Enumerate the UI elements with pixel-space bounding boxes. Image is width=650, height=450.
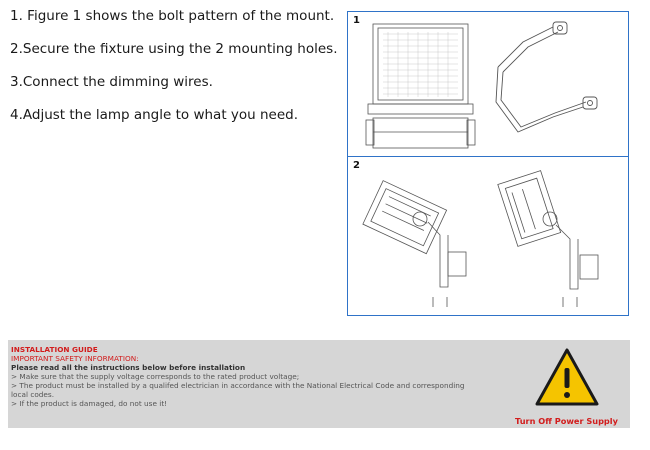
step-1: 1. Figure 1 shows the bolt pattern of the mount. [10, 8, 335, 24]
step-4: 4.Adjust the lamp angle to what you need. [10, 107, 299, 123]
figure-1-panel [347, 11, 629, 158]
guide-subtitle: IMPORTANT SAFETY INFORMATION: [11, 354, 139, 363]
guide-item: > The product must be installed by a qualifed electrician in accordance with the National Electrical Code and corresponding local codes. [11, 381, 465, 399]
floodlight-angle-drawing [348, 157, 628, 315]
installation-guide-panel [8, 340, 630, 428]
warning-label: Turn Off Power Supply [515, 416, 618, 426]
instruction-steps [10, 8, 340, 140]
figure-2-panel [347, 156, 629, 316]
warning-triangle-icon [503, 346, 630, 414]
guide-lead: Please read all the instructions below before installation [11, 363, 246, 372]
step-2: 2.Secure the fixture using the 2 mounting holes. [10, 41, 338, 57]
figure-2-number: 2 [353, 160, 360, 171]
guide-title: INSTALLATION GUIDE [11, 345, 98, 354]
guide-item: > If the product is damaged, do not use it! [11, 399, 168, 408]
step-3: 3.Connect the dimming wires. [10, 74, 213, 90]
floodlight-mount-drawing [348, 12, 628, 157]
figure-1-number: 1 [353, 15, 360, 26]
guide-text-block [11, 345, 471, 408]
warning-block [503, 346, 630, 426]
guide-item: > Make sure that the supply voltage corresponds to the rated product voltage; [11, 372, 300, 381]
